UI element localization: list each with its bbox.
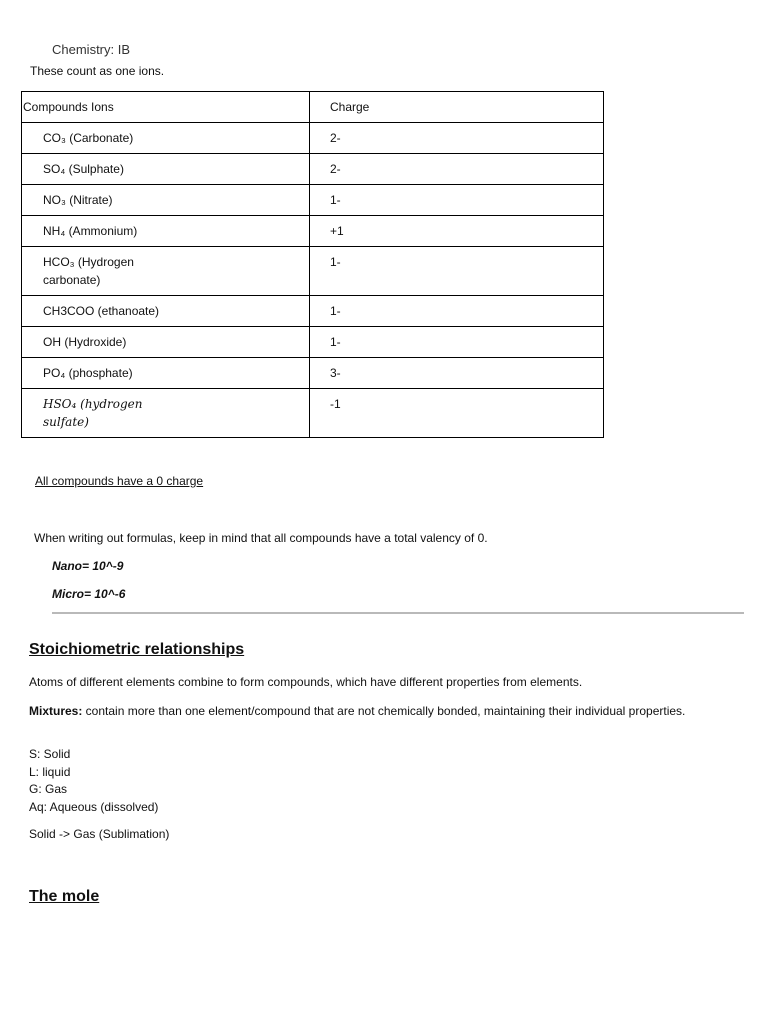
mixtures-text: contain more than one element/compound that are not chemically bonded, maintaining their individual properties.: [82, 704, 686, 718]
table-row: [22, 327, 604, 358]
document-header: Chemistry: IB: [52, 42, 131, 57]
intro-text: These count as one ions.: [30, 64, 165, 78]
state-item: G: Gas: [29, 782, 68, 796]
states-list: [29, 746, 158, 816]
ion-charge: +1: [330, 224, 344, 238]
ion-name: NO₃ (Nitrate): [43, 193, 113, 207]
ion-name: CH3COO (ethanoate): [43, 304, 160, 318]
table-row: [22, 123, 604, 154]
ion-charge: -1: [330, 397, 341, 411]
mixtures-label: Mixtures:: [29, 704, 83, 718]
ion-name: SO₄ (Sulphate): [43, 162, 124, 176]
table-row: [22, 216, 604, 247]
ion-charge: 3-: [330, 366, 341, 380]
table-row: [22, 296, 604, 327]
ions-table: [21, 91, 604, 438]
valency-note: When writing out formulas, keep in mind that all compounds have a total valency of 0.: [34, 531, 488, 545]
horizontal-divider: [52, 612, 744, 614]
mole-heading: The mole: [29, 888, 100, 905]
ion-name: HCO₃ (Hydrogen carbonate): [43, 255, 134, 287]
micro-prefix: Micro= 10^-6: [52, 587, 126, 601]
ion-charge: 1-: [330, 335, 341, 349]
ion-charge: 2-: [330, 162, 341, 176]
table-row: [22, 358, 604, 389]
mixtures-paragraph: [29, 703, 729, 719]
stoichiometry-heading: Stoichiometric relationships: [29, 641, 245, 658]
header-cell-charge: Charge: [310, 92, 604, 123]
state-item: Aq: Aqueous (dissolved): [29, 799, 159, 814]
nano-prefix: Nano= 10^-9: [52, 559, 124, 573]
zero-charge-note: All compounds have a 0 charge: [35, 474, 204, 488]
sublimation-note: Solid -> Gas (Sublimation): [29, 827, 170, 841]
ion-name: OH (Hydroxide): [43, 335, 127, 349]
ion-name: NH₄ (Ammonium): [43, 224, 138, 238]
ion-charge: 1-: [330, 193, 341, 207]
ion-name: CO₃ (Carbonate): [43, 131, 134, 145]
ion-charge: 1-: [330, 304, 341, 318]
ion-name: PO₄ (phosphate): [43, 366, 133, 380]
table-row: [22, 154, 604, 185]
ion-charge: 2-: [330, 131, 341, 145]
atoms-paragraph: Atoms of different elements combine to form compounds, which have different properties from elements.: [29, 675, 583, 689]
ion-charge: 1-: [330, 255, 341, 269]
state-item: L: liquid: [29, 764, 71, 779]
table-header-row: [22, 92, 604, 123]
table-row: [22, 247, 604, 296]
table-row: [22, 185, 604, 216]
state-item: S: Solid: [29, 747, 71, 761]
header-cell-compounds: Compounds Ions: [22, 92, 310, 123]
table-row: [22, 389, 604, 438]
ion-name: HSO₄ (hydrogen sulfate): [43, 397, 143, 429]
